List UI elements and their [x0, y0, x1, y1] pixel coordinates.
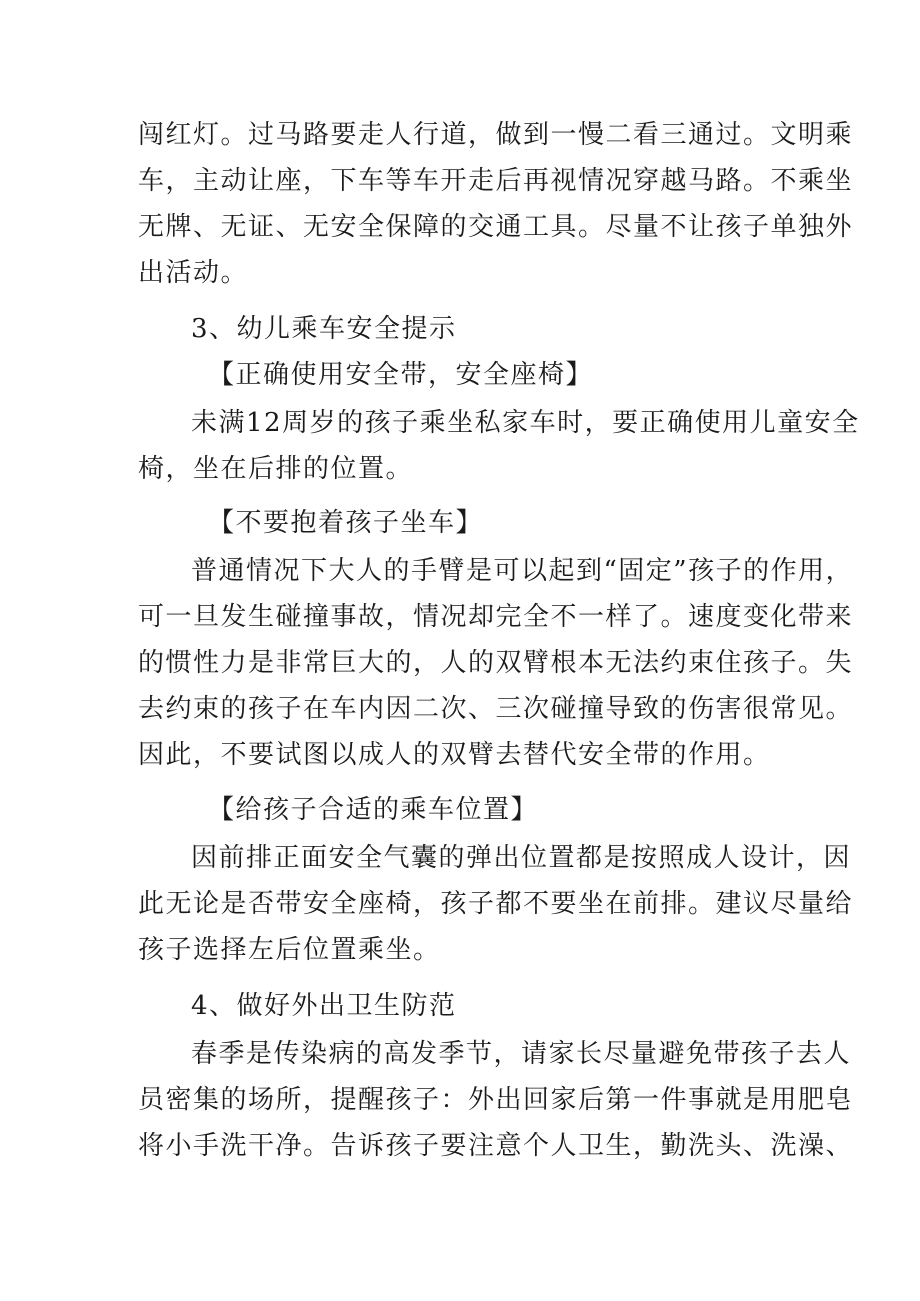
sub-heading: 【给孩子合适的乘车位置】	[208, 795, 539, 825]
paragraph-line: 无牌、无证、无安全保障的交通工具。尽量不让孩子单独外	[138, 212, 854, 242]
paragraph-line: 闯红灯。过马路要走人行道，做到一慢二看三通过。文明乘	[138, 120, 854, 150]
sub-heading: 【正确使用安全带，安全座椅】	[208, 360, 594, 390]
paragraph-line: 可一旦发生碰撞事故，情况却完全不一样了。速度变化带来	[138, 602, 854, 632]
section-heading: 3、幼儿乘车安全提示	[191, 314, 457, 344]
section-heading: 4、做好外出卫生防范	[191, 991, 457, 1021]
paragraph-line: 因此，不要试图以成人的双臂去替代安全带的作用。	[138, 740, 771, 770]
paragraph-line: 因前排正面安全气囊的弹出位置都是按照成人设计，因	[191, 843, 852, 873]
paragraph-line: 未满12周岁的孩子乘坐私家车时，要正确使用儿童安全	[191, 408, 860, 438]
paragraph-line: 此无论是否带安全座椅，孩子都不要坐在前排。建议尽量给	[138, 889, 854, 919]
paragraph-line: 孩子选择左后位置乘坐。	[138, 935, 441, 965]
paragraph-line: 将小手洗干净。告诉孩子要注意个人卫生，勤洗头、洗澡、	[138, 1131, 854, 1161]
paragraph-line: 去约束的孩子在车内因二次、三次碰撞导致的伤害很常见。	[138, 694, 854, 724]
paragraph-line: 普通情况下大人的手臂是可以起到“固定”孩子的作用，	[191, 556, 854, 586]
paragraph-line: 员密集的场所，提醒孩子：外出回家后第一件事就是用肥皂	[138, 1085, 854, 1115]
paragraph-line: 车，主动让座，下车等车开走后再视情况穿越马路。不乘坐	[138, 166, 854, 196]
sub-heading: 【不要抱着孩子坐车】	[208, 508, 484, 538]
paragraph-line: 春季是传染病的高发季节，请家长尽量避免带孩子去人	[191, 1039, 852, 1069]
paragraph-line: 出活动。	[138, 258, 249, 288]
paragraph-line: 的惯性力是非常巨大的，人的双臂根本无法约束住孩子。失	[138, 648, 854, 678]
paragraph-line: 椅，坐在后排的位置。	[138, 454, 414, 484]
